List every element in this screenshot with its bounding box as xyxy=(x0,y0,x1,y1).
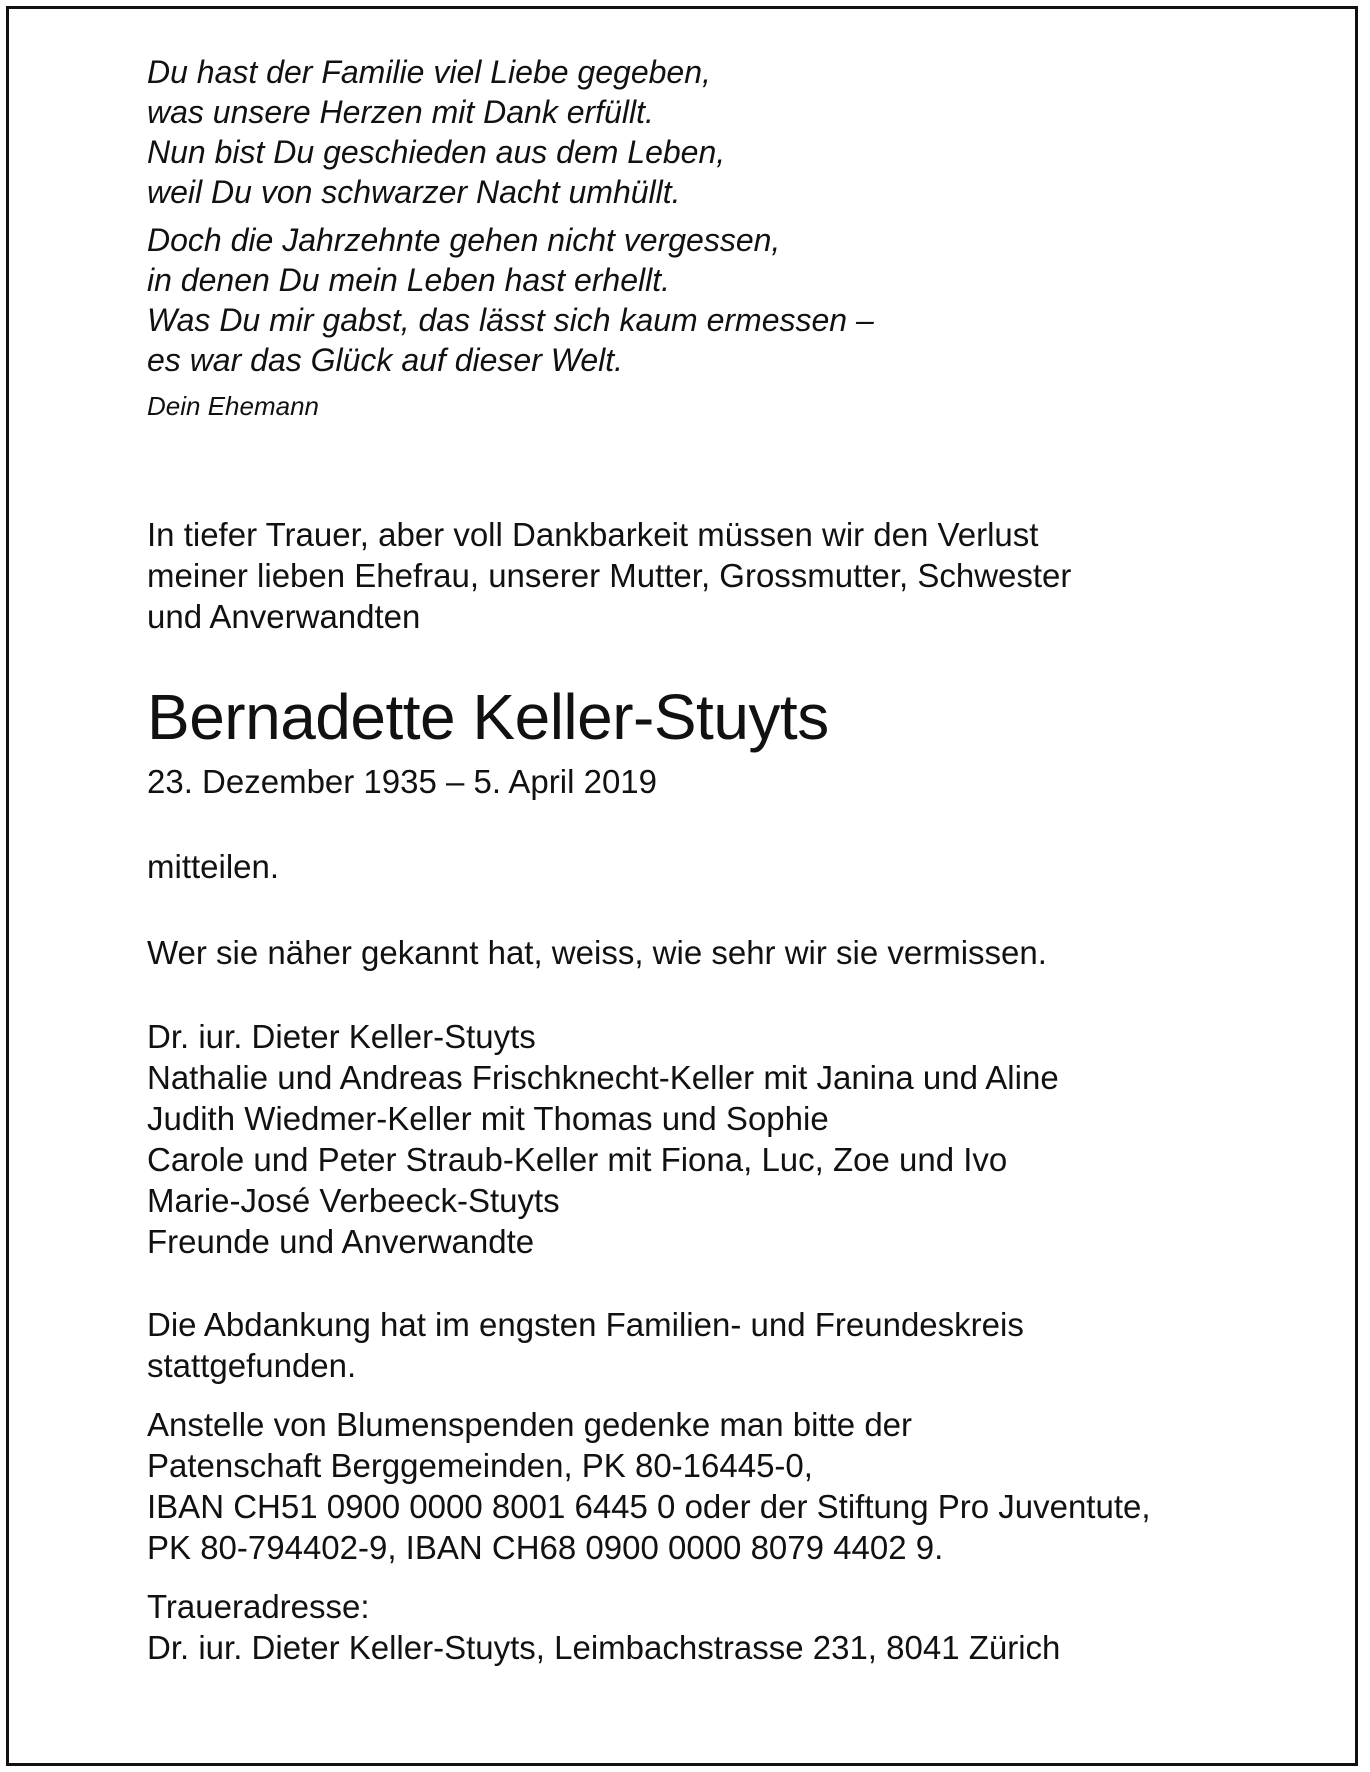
family-member: Marie-José Verbeeck-Stuyts xyxy=(147,1182,560,1219)
donation-line: Patenschaft Berggemeinden, PK 80-16445-0, xyxy=(147,1447,813,1484)
family-list xyxy=(147,1016,1327,1262)
vermissen-text: Wer sie näher gekannt hat, weiss, wie sehr wir sie vermissen. xyxy=(147,934,1047,971)
poem-line: Doch die Jahrzehnte gehen nicht vergessen, xyxy=(147,222,781,258)
address-line: Dr. iur. Dieter Keller-Stuyts, Leimbachstrasse 231, 8041 Zürich xyxy=(147,1629,1061,1666)
abdankung-line: Die Abdankung hat im engsten Familien- und Freundeskreis xyxy=(147,1306,1024,1343)
obituary-notice xyxy=(147,52,1327,1668)
poem-signoff: Dein Ehemann xyxy=(147,391,319,421)
deceased-name: Bernadette Keller-Stuyts xyxy=(147,681,829,753)
poem-line: was unsere Herzen mit Dank erfüllt. xyxy=(147,94,654,130)
abdankung-paragraph xyxy=(147,1304,1327,1386)
poem-line: Was Du mir gabst, das lässt sich kaum ermessen – xyxy=(147,302,874,338)
donation-paragraph xyxy=(147,1404,1327,1568)
abdankung-line: stattgefunden. xyxy=(147,1347,357,1384)
poem-stanza-1 xyxy=(147,52,1327,212)
family-member: Judith Wiedmer-Keller mit Thomas und Sophie xyxy=(147,1100,829,1137)
family-member: Carole und Peter Straub-Keller mit Fiona, Luc, Zoe und Ivo xyxy=(147,1141,1008,1178)
address-label: Traueradresse: xyxy=(147,1588,370,1625)
donation-line: PK 80-794402-9, IBAN CH68 0900 0000 8079 4402 9. xyxy=(147,1529,944,1566)
intro-line: meiner lieben Ehefrau, unserer Mutter, Grossmutter, Schwester xyxy=(147,557,1072,594)
poem-stanza-2 xyxy=(147,220,1327,380)
poem-line: Nun bist Du geschieden aus dem Leben, xyxy=(147,134,726,170)
poem-line: es war das Glück auf dieser Welt. xyxy=(147,342,624,378)
mitteilen-text: mitteilen. xyxy=(147,848,280,885)
family-member: Dr. iur. Dieter Keller-Stuyts xyxy=(147,1018,536,1055)
intro-paragraph xyxy=(147,514,1327,637)
donation-line: IBAN CH51 0900 0000 8001 6445 0 oder der Stiftung Pro Juventute, xyxy=(147,1488,1151,1525)
life-dates: 23. Dezember 1935 – 5. April 2019 xyxy=(147,763,658,800)
intro-line: In tiefer Trauer, aber voll Dankbarkeit müssen wir den Verlust xyxy=(147,516,1039,553)
family-member: Freunde und Anverwandte xyxy=(147,1223,535,1260)
poem-line: Du hast der Familie viel Liebe gegeben, xyxy=(147,54,711,90)
donation-line: Anstelle von Blumenspenden gedenke man bitte der xyxy=(147,1406,913,1443)
intro-line: und Anverwandten xyxy=(147,598,421,635)
mourning-address xyxy=(147,1586,1327,1668)
family-member: Nathalie und Andreas Frischknecht-Keller mit Janina und Aline xyxy=(147,1059,1059,1096)
poem-line: weil Du von schwarzer Nacht umhüllt. xyxy=(147,174,681,210)
poem-line: in denen Du mein Leben hast erhellt. xyxy=(147,262,671,298)
